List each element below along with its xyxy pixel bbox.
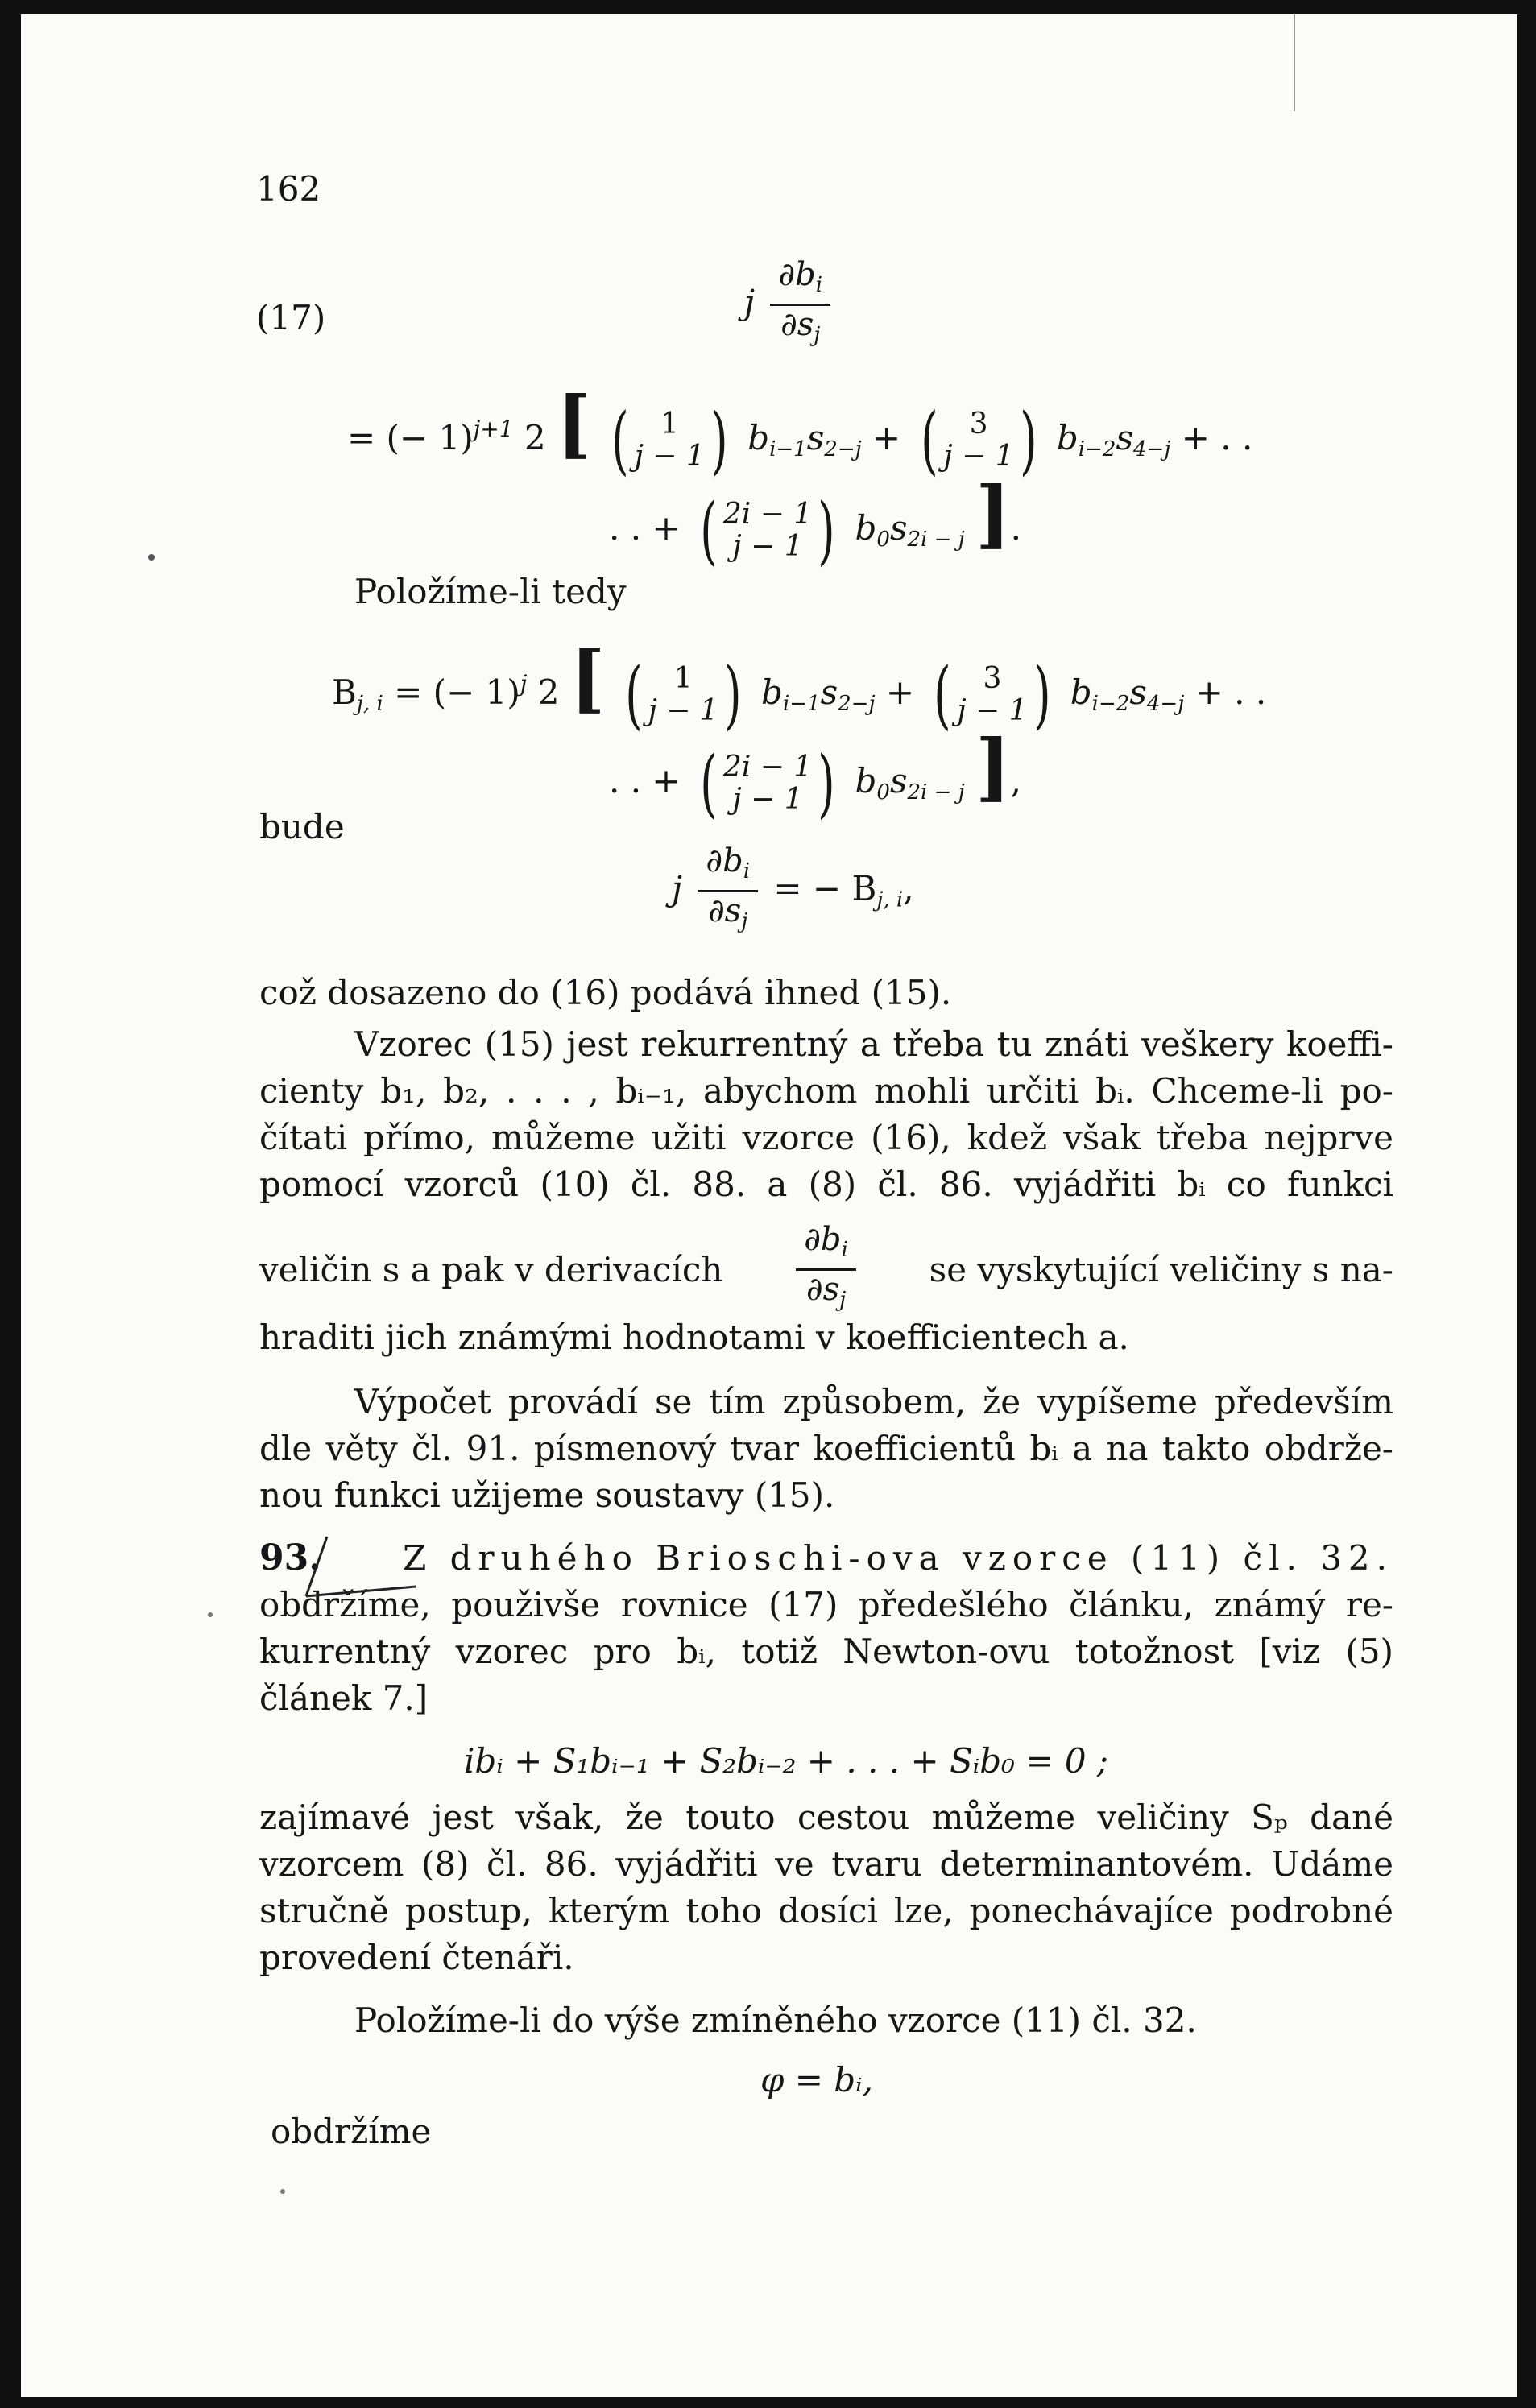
lhs-fraction: [770, 256, 830, 354]
paragraph-vzorec-line-5: [259, 1221, 1393, 1318]
lhs-den: ∂s: [780, 306, 814, 343]
paragraph-vypocet-line-3: nou funkci užijeme soustavy (15).: [259, 1475, 835, 1515]
eq17-term2: b: [1056, 418, 1079, 457]
scan-line: [1294, 14, 1295, 111]
paragraph-vzorec-line-2: cienty b₁, b₂, . . . , bᵢ₋₁, abychom mohli určiti bᵢ. Chceme-li po-: [259, 1071, 1393, 1111]
paragraph-vzorec-line-3: čítati přímo, můžeme užiti vzorce (16), kdež však třeba nejprve: [259, 1118, 1393, 1157]
binom-6: ( 2i − 1 j − 1 ): [700, 740, 835, 826]
paragraph-vzorec-line-1: Vzorec (15) jest rekurrentný a třeba tu znáti veškery koeffi-: [354, 1024, 1393, 1064]
lhs-j: j: [744, 282, 756, 322]
paragraph-zajimave-line-3: stručně postup, kterým toho dosíci lze, ponechávajíce podrobné: [259, 1891, 1393, 1930]
section-93-line-4: článek 7.]: [259, 1678, 429, 1718]
section-93-line-2: obdržíme, použivše rovnice (17) předešlého článku, známý re-: [259, 1585, 1393, 1624]
left-bracket: [: [557, 380, 592, 467]
binom-5: ( 3 j − 1 ): [934, 652, 1051, 738]
scan-speck: [280, 2189, 285, 2194]
paragraph-vzorec-line-6: hraditi jich známými hodnotami v koefficientech a.: [259, 1318, 1129, 1357]
equation-17-line-2: . . + ( 2i − 1 j − 1 ) $b_0s_{2i - j}$ ].: [609, 470, 1021, 573]
paragraph-zajimave-line-2: vzorcem (8) čl. 86. vyjádřiti ve tvaru determinantovém. Udáme: [259, 1844, 1393, 1884]
deriv-before: veličin s a pak v derivacích: [259, 1249, 723, 1289]
eq17-prefix-sup: j+1: [473, 416, 514, 442]
bude-text: bude: [259, 807, 345, 846]
phi-equation: φ = bᵢ,: [760, 2060, 873, 2100]
eq17-term1: b: [747, 418, 770, 457]
binom-4: ( 1 j − 1 ): [624, 652, 742, 738]
equation-bude: j $\frac{\partial b_i}{\partial s_j}$ = − $B_{j, i}$,: [672, 842, 914, 940]
paragraph-vypocet-line-2: dle věty čl. 91. písmenový tvar koefficientů bᵢ a na takto obdrže-: [259, 1429, 1393, 1468]
section-93-line-1-rest: Z druhého Brioschi-ova vzorce (11) čl. 32.: [403, 1538, 1393, 1578]
eq17-lead: . . +: [609, 508, 681, 548]
lhs-num: ∂b: [778, 256, 816, 293]
equation-17-label: (17): [256, 298, 326, 337]
section-93-line-3: kurrentný vzorec pro bᵢ, totiž Newton-ovu totožnost [viz (5): [259, 1632, 1393, 1671]
section-93-number: 93.: [259, 1537, 321, 1578]
equation-17-lhs: [744, 256, 835, 354]
binom-3: ( 2i − 1 j − 1 ): [700, 487, 835, 573]
paragraph-zajimave-line-4: provedení čtenáři.: [259, 1938, 574, 1977]
page-number: 162: [256, 169, 321, 209]
eq17-prefix: = (− 1): [347, 418, 474, 457]
polozime-text: Položíme-li tedy: [354, 572, 627, 611]
pencil-mark: [295, 1529, 440, 1609]
right-bracket: ]: [975, 723, 1011, 810]
paragraph-polozime-do: Položíme-li do výše zmíněného vzorce (11) čl. 32.: [354, 2000, 1197, 2040]
scan-speck: [148, 554, 155, 561]
deriv-after: se vyskytující veličiny s na-: [929, 1249, 1393, 1289]
paragraph-vypocet-line-1: Výpočet provádí se tím způsobem, že vypíšeme především: [354, 1382, 1393, 1421]
equation-b-line-1: $B_{j, i}$ = (− 1)$^j$ 2 [ ( 1 j − 1 ) $b_{i-1}s_{2-j}$ + ( 3 j − 1 ) $b_{i-2}s_{4-j}$ + . .: [332, 635, 1267, 738]
book-page: [21, 14, 1517, 2397]
scan-speck: [208, 1612, 213, 1617]
bude-fraction: $\frac{\partial b_i}{\partial s_j}$: [698, 842, 758, 940]
b-symbol: B: [332, 672, 357, 712]
lhs-den-sub: j: [814, 323, 821, 347]
right-bracket: ]: [975, 470, 1011, 557]
equation-17-line-1: = (− 1)$^{j+1}$ 2 [ ( 1 j − 1 ) $b_{i-1}s_{2-j}$ + ( 3 j − 1 ) $b_{i-2}s_{4-j}$ + . .: [347, 380, 1253, 483]
paragraph-vzorec-line-4: pomocí vzorců (10) čl. 88. a (8) čl. 86. vyjádřiti bᵢ co funkci: [259, 1165, 1393, 1204]
eqB-eq: = (− 1): [394, 672, 520, 712]
eq17-coef: 2: [524, 418, 546, 457]
binom-1: ( 1 j − 1 ): [611, 397, 728, 483]
binom-2: ( 3 j − 1 ): [920, 397, 1037, 483]
eq17-tail: + . .: [1181, 418, 1253, 457]
lhs-num-sub: i: [815, 273, 823, 297]
equation-b-line-2: . . + ( 2i − 1 j − 1 ) $b_0s_{2i - j}$ ],: [609, 723, 1021, 826]
paragraph-dosazeno: což dosazeno do (16) podává ihned (15).: [259, 973, 952, 1012]
plus: +: [872, 418, 901, 457]
paragraph-zajimave-line-1: zajímavé jest však, že touto cestou můžeme veličiny Sₚ dané: [259, 1798, 1393, 1837]
newton-identity: ibᵢ + S₁bᵢ₋₁ + S₂bᵢ₋₂ + . . . + Sᵢb₀ = 0 ;: [464, 1741, 1109, 1781]
left-bracket: [: [569, 635, 606, 722]
deriv-fraction: $\frac{\partial b_i}{\partial s_j}$: [796, 1221, 856, 1318]
obdrzime-text: obdržíme: [271, 2112, 432, 2151]
